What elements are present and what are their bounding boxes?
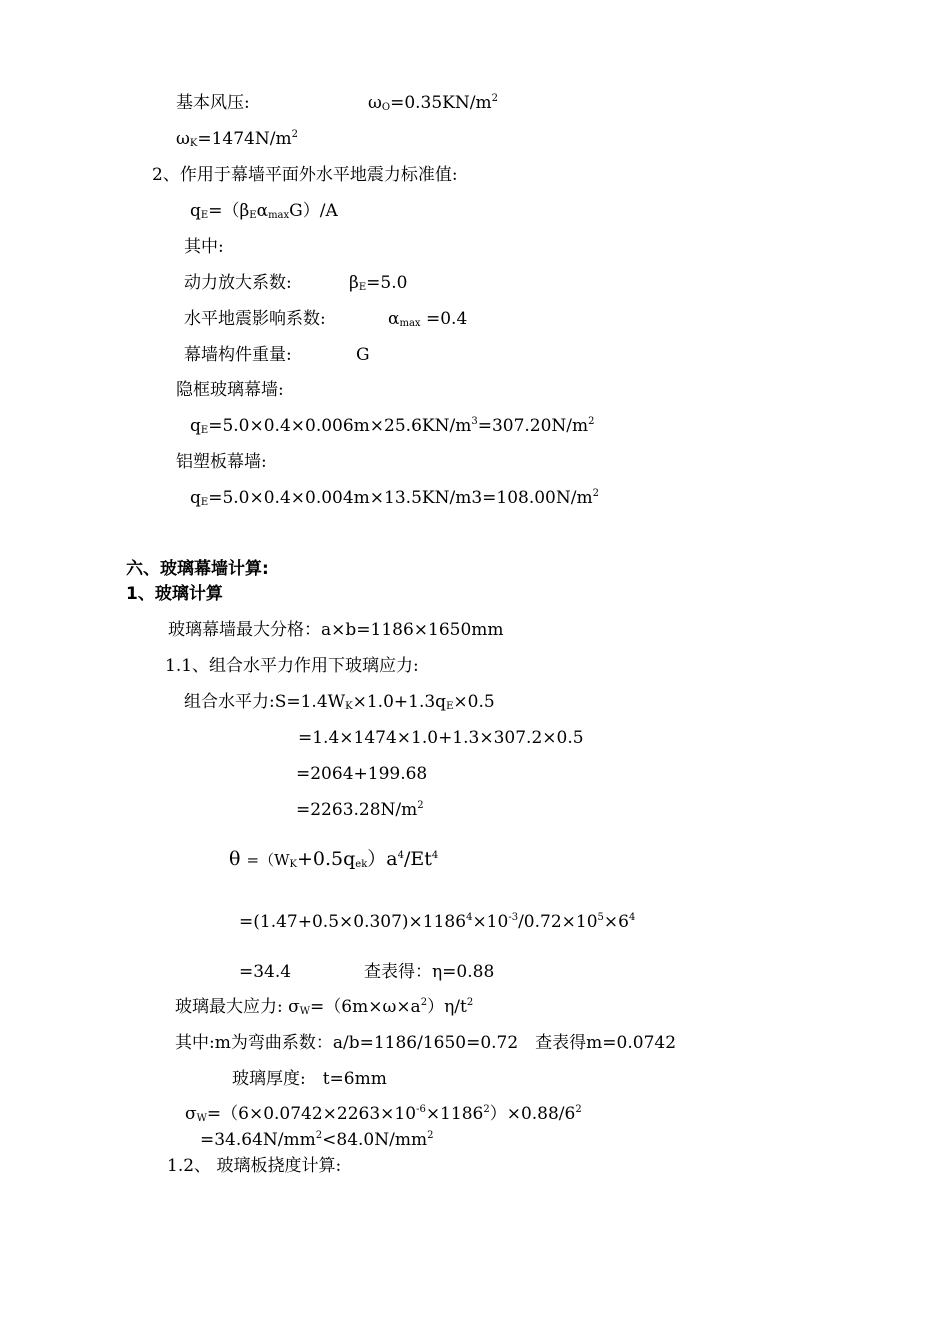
combined-force-formula: 组合水平力$:S=1.4W_K\times 1.0+1.3q_E\times 0.5$ bbox=[184, 692, 495, 712]
theta-calculation: $=(1.47+0.5\times 0.307)\times 1186^4\times 10^{-3}/0.72\times 10^5\times 6^4$ bbox=[239, 912, 636, 932]
theta-result: =34.4 bbox=[239, 962, 292, 982]
item-1-1-heading: 1.1、组合水平力作用下玻璃应力: bbox=[165, 656, 419, 676]
sigma-calculation: $\sigma_W=(6\times 0.0742\times 2263\times 10^{-6}\times 1186^2)\times 0.88/6^2$ bbox=[185, 1104, 582, 1124]
qe-formula: $q_E=(\beta_E\alpha_{max}G)/A$ bbox=[190, 201, 338, 221]
combined-force-step-3: $=2263.28N/m^2$ bbox=[296, 800, 424, 820]
wind-pressure-value: $\omega_O=0.35KN/m^2$ bbox=[368, 93, 498, 113]
combined-force-step-2: =2064+199.68 bbox=[296, 764, 428, 784]
subsection-1-heading: 1、玻璃计算 bbox=[126, 584, 223, 604]
item-1-2-heading: 1.2、 玻璃板挠度计算: bbox=[167, 1156, 342, 1176]
bending-coef-line: 其中:m为弯曲系数：a/b=1186/1650=0.72 查表得m=0.0742 bbox=[175, 1033, 677, 1053]
max-grid-line: 玻璃幕墙最大分格：a×b=1186×1650mm bbox=[168, 620, 504, 640]
weight-label: 幕墙构件重量: bbox=[184, 345, 292, 365]
sigma-result: $=34.64N/mm^2<84.0N/mm^2$ bbox=[200, 1130, 434, 1150]
wind-pressure-label: 基本风压: bbox=[176, 93, 250, 113]
seismic-coef-value: $\alpha_{max} =0.4$ bbox=[388, 309, 468, 329]
combined-force-step-1: =1.4×1474×1.0+1.3×307.2×0.5 bbox=[298, 728, 584, 748]
wk-value: $\omega_K=1474N/m^2$ bbox=[176, 129, 298, 149]
item-2-heading: 2、作用于幕墙平面外水平地震力标准值: bbox=[152, 165, 458, 185]
alu-wall-qe: $q_E=5.0\times 0.4\times 0.004m\times 13.5KN/m3=108.00N/m^2$ bbox=[190, 488, 599, 508]
glass-wall-qe: $q_E=5.0\times 0.4\times 0.006m\times 25.6KN/m^3=307.20N/m^2$ bbox=[190, 416, 595, 436]
dynamic-factor-label: 动力放大系数: bbox=[184, 273, 292, 293]
theta-formula: $\theta =(W_K+0.5q_{ek})a^4/Et^4$ bbox=[229, 848, 439, 870]
dynamic-factor-value: $\beta_E=5.0$ bbox=[349, 273, 408, 293]
where-label: 其中: bbox=[184, 237, 224, 257]
seismic-coef-label: 水平地震影响系数: bbox=[184, 309, 326, 329]
section-6-heading: 六、玻璃幕墙计算: bbox=[126, 559, 269, 579]
eta-lookup: 查表得：η=0.88 bbox=[364, 962, 495, 982]
weight-value: G bbox=[356, 345, 370, 365]
max-stress-formula: 玻璃最大应力: $\sigma_W=(6m\times\omega\times a^2)\eta/t^2$ bbox=[175, 997, 474, 1017]
glass-thickness-line: 玻璃厚度: t=6mm bbox=[232, 1069, 387, 1089]
glass-wall-heading: 隐框玻璃幕墙: bbox=[176, 380, 284, 400]
alu-wall-heading: 铝塑板幕墙: bbox=[176, 452, 267, 472]
